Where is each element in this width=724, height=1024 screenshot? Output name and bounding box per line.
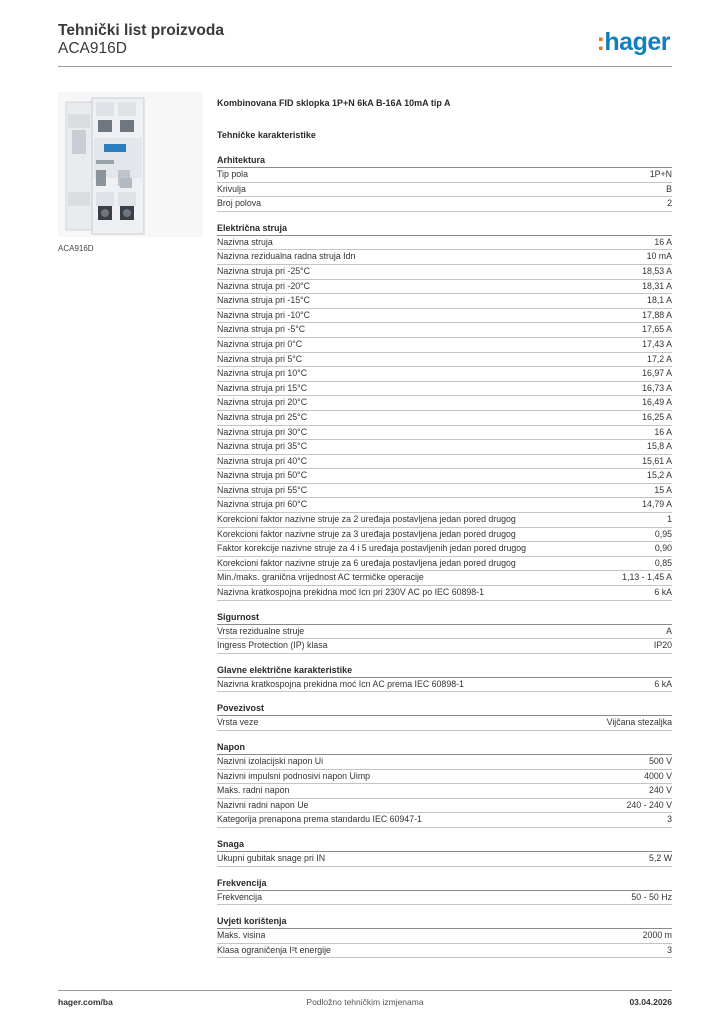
spec-label: Nazivna struja pri 25°C	[217, 411, 308, 422]
spec-label: Nazivna struja	[217, 236, 273, 247]
spec-value: 18,53 A	[642, 265, 672, 276]
spec-label: Kategorija prenapona prema standardu IEC 60947-1	[217, 814, 422, 825]
spec-row	[217, 294, 672, 309]
spec-row	[217, 309, 672, 324]
spec-label: Nazivni impulsni podnosivi napon Uimp	[217, 770, 371, 781]
technical-characteristics-title: Tehničke karakteristike	[217, 130, 316, 140]
spec-row	[217, 265, 672, 280]
spec-label: Korekcioni faktor nazivne struje za 6 uređaja postavljena jedan pored drugog	[217, 557, 516, 568]
spec-value: 17,65 A	[642, 324, 672, 335]
section-title: Sigurnost	[217, 611, 672, 625]
spec-label: Nazivna struja pri 0°C	[217, 338, 303, 349]
section-title: Arhitektura	[217, 154, 672, 168]
spec-value: 6 kA	[654, 587, 672, 598]
spec-value: Vijčana stezaljka	[606, 717, 672, 728]
spec-label: Nazivna struja pri 20°C	[217, 397, 308, 408]
spec-value: 16,49 A	[642, 397, 672, 408]
spec-label: Ingress Protection (IP) klasa	[217, 640, 328, 651]
header-divider	[58, 66, 672, 67]
spec-value: 16,73 A	[642, 382, 672, 393]
spec-label: Nazivna struja pri 5°C	[217, 353, 303, 364]
spec-row	[217, 557, 672, 572]
spec-label: Klasa ograničenja I²t energije	[217, 944, 331, 955]
spec-value: 15,2 A	[647, 470, 672, 481]
section-title: Glavne električne karakteristike	[217, 664, 672, 678]
document-footer	[58, 997, 672, 1009]
spec-row	[217, 197, 672, 212]
spec-label: Nazivni izolacijski napon Ui	[217, 756, 324, 766]
spec-value: 10 mA	[646, 251, 672, 262]
spec-row	[217, 498, 672, 513]
spec-row	[217, 799, 672, 814]
spec-label: Broj polova	[217, 198, 262, 209]
spec-value: 18,1 A	[647, 295, 672, 306]
spec-label: Nazivna struja pri 35°C	[217, 441, 308, 452]
section-title: Napon	[217, 741, 672, 755]
spec-row	[217, 755, 672, 770]
document-title: Tehnički list proizvoda	[58, 22, 224, 39]
spec-value: 1	[667, 514, 672, 525]
spec-value: IP20	[653, 640, 672, 651]
footer-date: 03.04.2026	[629, 997, 672, 1007]
spec-row	[217, 813, 672, 828]
spec-label: Nazivna struja pri 30°C	[217, 426, 308, 437]
spec-value: 16 A	[654, 236, 672, 247]
spec-row	[217, 236, 672, 251]
spec-row	[217, 396, 672, 411]
spec-value: 16,97 A	[642, 368, 672, 379]
spec-row	[217, 784, 672, 799]
spec-row	[217, 639, 672, 654]
spec-value: B	[666, 183, 672, 194]
spec-row	[217, 528, 672, 543]
spec-row	[217, 542, 672, 557]
spec-label: Nazivni radni napon Ue	[217, 799, 309, 810]
spec-row	[217, 513, 672, 528]
spec-row	[217, 891, 672, 906]
spec-row	[217, 280, 672, 295]
spec-row	[217, 625, 672, 640]
spec-label: Nazivna rezidualna radna struja Idn	[217, 251, 356, 262]
spec-label: Nazivna struja pri 40°C	[217, 455, 308, 466]
spec-label: Tip pola	[217, 169, 248, 179]
footer-note: Podložno tehničkim izmjenama	[306, 997, 424, 1007]
spec-value: 2	[667, 198, 672, 209]
footer-website: hager.com/ba	[58, 997, 113, 1007]
spec-value: 0,95	[654, 528, 672, 539]
spec-label: Nazivna struja pri -15°C	[217, 295, 310, 306]
spec-value: 14,79 A	[642, 499, 672, 510]
spec-row	[217, 353, 672, 368]
spec-row	[217, 571, 672, 586]
spec-label: Vrsta rezidualne struje	[217, 625, 305, 636]
spec-value: 6 kA	[654, 678, 672, 689]
spec-row	[217, 440, 672, 455]
spec-value: 16,25 A	[642, 411, 672, 422]
spec-label: Maks. radni napon	[217, 785, 290, 796]
spec-row	[217, 716, 672, 731]
section-title: Snaga	[217, 838, 672, 852]
spec-label: Nazivna struja pri -5°C	[217, 324, 306, 335]
section-title: Uvjeti korištenja	[217, 915, 672, 929]
hager-logo	[597, 28, 670, 57]
spec-value: 5,2 W	[649, 852, 672, 863]
spec-row	[217, 469, 672, 484]
circuit-breaker-icon	[58, 92, 203, 237]
spec-label: Nazivna struja pri -25°C	[217, 265, 310, 276]
spec-row	[217, 586, 672, 601]
section-title: Frekvencija	[217, 877, 672, 891]
spec-row	[217, 411, 672, 426]
spec-value: 0,90	[654, 543, 672, 554]
image-caption: ACA916D	[58, 244, 94, 253]
spec-label: Maks. visina	[217, 930, 266, 941]
spec-label: Korekcioni faktor nazivne struje za 3 uređaja postavljena jedan pored drugog	[217, 528, 516, 539]
document-header	[58, 22, 672, 58]
spec-sections	[217, 154, 672, 958]
spec-value: 4000 V	[644, 770, 672, 781]
spec-label: Min./maks. granična vrijednost AC termičke operacije	[217, 572, 424, 583]
spec-label: Nazivna struja pri -20°C	[217, 280, 310, 291]
spec-value: 17,88 A	[642, 309, 672, 320]
spec-row	[217, 426, 672, 441]
spec-value: 1P+N	[649, 169, 672, 179]
spec-row	[217, 250, 672, 265]
product-code: ACA916D	[58, 40, 127, 57]
spec-value: 15,8 A	[647, 441, 672, 452]
product-description: Kombinovana FID sklopka 1P+N 6kA B-16A 10mA tip A	[217, 98, 451, 108]
spec-label: Vrsta veze	[217, 717, 259, 728]
spec-label: Krivulja	[217, 183, 246, 194]
spec-label: Nazivna struja pri -10°C	[217, 309, 310, 320]
spec-value: 240 V	[649, 785, 672, 796]
spec-label: Nazivna struja pri 10°C	[217, 368, 308, 379]
logo-text: hager	[604, 28, 670, 56]
spec-value: 1,13 - 1,45 A	[622, 572, 672, 583]
spec-row	[217, 168, 672, 183]
spec-row	[217, 455, 672, 470]
spec-content	[217, 96, 672, 958]
spec-value: 17,43 A	[642, 338, 672, 349]
spec-value: 2000 m	[642, 930, 672, 941]
spec-row	[217, 770, 672, 785]
spec-row	[217, 678, 672, 693]
spec-value: A	[666, 625, 672, 636]
spec-label: Frekvencija	[217, 891, 262, 902]
spec-row	[217, 183, 672, 198]
spec-row	[217, 929, 672, 944]
spec-value: 18,31 A	[642, 280, 672, 291]
spec-value: 15,61 A	[642, 455, 672, 466]
spec-label: Nazivna struja pri 15°C	[217, 382, 308, 393]
spec-label: Faktor korekcije nazivne struje za 4 i 5 uređaja postavljenih jedan pored drugog	[217, 543, 527, 554]
spec-row	[217, 852, 672, 867]
section-title: Električna struja	[217, 222, 672, 236]
spec-label: Nazivna kratkospojna prekidna moć Icn pri 230V AC po IEC 60898-1	[217, 587, 484, 598]
spec-value: 500 V	[649, 756, 672, 766]
spec-label: Ukupni gubitak snage pri IN	[217, 852, 326, 863]
spec-value: 3	[667, 944, 672, 955]
spec-label: Korekcioni faktor nazivne struje za 2 uređaja postavljena jedan pored drugog	[217, 514, 516, 525]
spec-value: 0,85	[654, 557, 672, 568]
section-title: Povezivost	[217, 702, 672, 716]
spec-value: 3	[667, 814, 672, 825]
footer-divider	[58, 990, 672, 991]
spec-row	[217, 484, 672, 499]
spec-label: Nazivna struja pri 55°C	[217, 484, 308, 495]
spec-value: 50 - 50 Hz	[631, 891, 672, 902]
product-image	[58, 92, 203, 237]
spec-value: 15 A	[654, 484, 672, 495]
spec-value: 16 A	[654, 426, 672, 437]
spec-label: Nazivna struja pri 50°C	[217, 470, 308, 481]
spec-row	[217, 338, 672, 353]
spec-row	[217, 382, 672, 397]
spec-label: Nazivna kratkospojna prekidna moć Icn AC prema IEC 60898-1	[217, 678, 464, 689]
spec-value: 17,2 A	[647, 353, 672, 364]
spec-row	[217, 323, 672, 338]
spec-value: 240 - 240 V	[626, 799, 672, 810]
spec-row	[217, 367, 672, 382]
spec-label: Nazivna struja pri 60°C	[217, 499, 308, 510]
logo-colon-icon: :	[596, 28, 605, 56]
spec-row	[217, 944, 672, 959]
